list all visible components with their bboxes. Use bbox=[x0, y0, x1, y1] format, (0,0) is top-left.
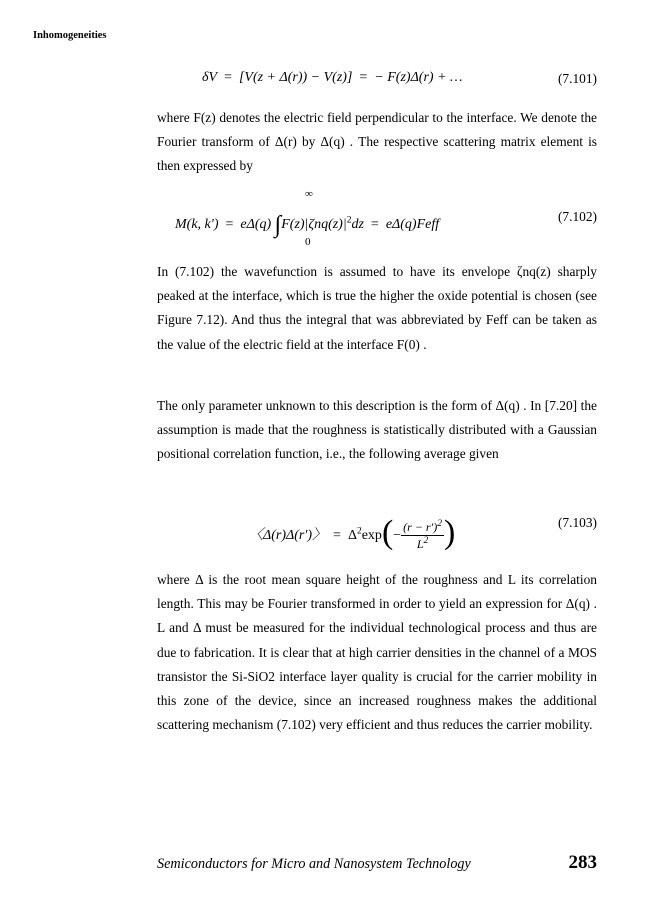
eq101-rhs: − F(z)Δ(r) + … bbox=[374, 70, 463, 85]
eq103-function: exp bbox=[361, 528, 382, 543]
equation-7-103 bbox=[157, 498, 597, 554]
eq102-rhs: eΔ(q)Feff bbox=[385, 217, 440, 232]
paragraph-2-container bbox=[157, 260, 597, 357]
eq103-denominator-power: 2 bbox=[423, 536, 429, 547]
equation-7-101 bbox=[157, 68, 597, 92]
eq102-lower-limit: 0 bbox=[305, 236, 311, 248]
paragraph-1: where F(z) denotes the electric field perpendicular to the interface. We denote the Fourier transform of Δ(r) by Δ(q) . The respective scattering matrix element is then expressed by bbox=[157, 110, 597, 174]
eq103-numerator: (r − r′) bbox=[403, 520, 438, 535]
equation-7-102 bbox=[157, 188, 597, 252]
eq101-lhs: δV bbox=[202, 70, 218, 85]
paragraph-4-container bbox=[157, 568, 597, 737]
eq103-minus: − bbox=[393, 528, 402, 543]
paragraph-1-container bbox=[157, 106, 597, 179]
eq102-equals-2: = bbox=[370, 217, 379, 232]
eq102-lhs: M(k, k′) bbox=[175, 217, 219, 232]
eq103-denominator: L bbox=[416, 537, 424, 552]
paragraph-3: The only parameter unknown to this description is the form of Δ(q) . In [7.20] the assumption is made that the roughness is statistically distributed with a Gaussian positional correlation function, i.e., the following average given bbox=[157, 398, 597, 462]
footer-page-number: 283 bbox=[568, 852, 597, 873]
eq103-number: (7.103) bbox=[557, 515, 597, 530]
eq103-fraction bbox=[401, 519, 444, 552]
running-header: Inhomogeneities bbox=[33, 30, 107, 41]
eq102-dz: dz bbox=[351, 217, 364, 232]
left-paren-icon: ( bbox=[381, 514, 394, 551]
eq102-integrand: F(z)|ζnq(z)| bbox=[281, 217, 347, 232]
eq103-coefficient: Δ bbox=[347, 528, 357, 543]
eq103-lhs: 〈Δ(r)Δ(r′)〉 bbox=[249, 528, 327, 543]
right-paren-icon: ) bbox=[443, 514, 456, 551]
paragraph-2: In (7.102) the wavefunction is assumed to have its envelope ζnq(z) sharply peaked at the interface, which is true the higher the oxide potential is chosen (see Figure 7.12). And thus the integral that was abbreviated by Feff can be taken as the value of the electric field at the interface F(0) . bbox=[157, 264, 597, 352]
eq103-coef-power: 2 bbox=[356, 526, 362, 537]
eq102-upper-limit: ∞ bbox=[305, 188, 313, 200]
eq101-middle: [V(z + Δ(r)) − V(z)] bbox=[238, 70, 353, 85]
eq102-pre-integral: eΔ(q) bbox=[240, 217, 272, 232]
eq103-numerator-power: 2 bbox=[437, 519, 442, 530]
eq102-equals-1: = bbox=[225, 217, 234, 232]
footer-book-title: Semiconductors for Micro and Nanosystem Technology bbox=[157, 856, 471, 872]
paragraph-4: where Δ is the root mean square height of the roughness and L its correlation length. This may be Fourier transformed in order to yield an expression for Δ(q) . L and Δ must be measured for the individual technological process and thus are due to fabrication. It is clear that at high carrier densities in the channel of a MOS transistor the Si-SiO2 interface layer quality is crucial for the carrier mobility in this zone of the device, since an increased roughness makes the additional scattering mechanism (7.102) very efficient and thus reduces the carrier mobility. bbox=[157, 572, 597, 733]
eq101-equals-2: = bbox=[359, 70, 368, 85]
eq103-equals: = bbox=[333, 528, 341, 543]
eq102-number: (7.102) bbox=[557, 209, 597, 224]
integral-sign-icon: ∫ bbox=[274, 212, 282, 238]
paragraph-3-container bbox=[157, 394, 597, 467]
eq101-equals-1: = bbox=[224, 70, 232, 85]
eq102-power: 2 bbox=[346, 215, 352, 226]
eq101-number: (7.101) bbox=[557, 71, 597, 86]
page-footer bbox=[157, 852, 597, 876]
